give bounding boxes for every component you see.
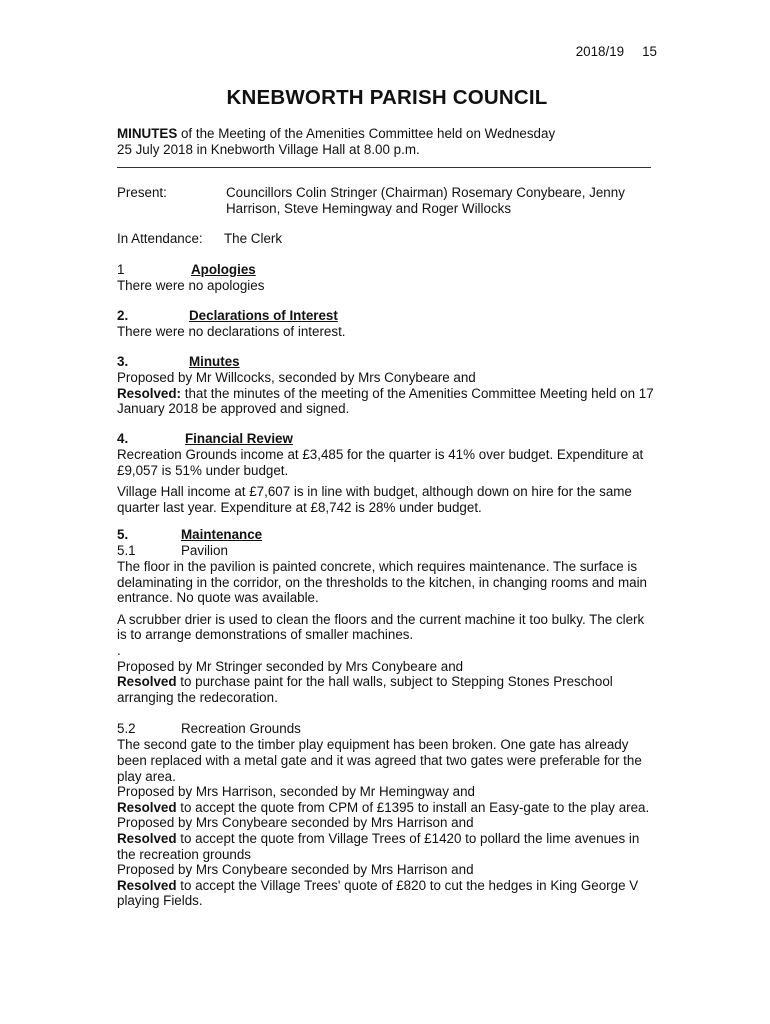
stray-dot: . bbox=[117, 642, 121, 658]
section-title: Minutes bbox=[189, 354, 240, 369]
resolved-label: Resolved: bbox=[117, 385, 181, 401]
resolution bbox=[117, 878, 657, 909]
section-maintenance bbox=[117, 527, 657, 909]
section-number: 3. bbox=[117, 354, 129, 369]
section-number: 1 bbox=[117, 262, 125, 277]
section-minutes bbox=[117, 354, 657, 417]
divider bbox=[117, 167, 651, 168]
resolution-text: that the minutes of the meeting of the Amenities Committee Meeting held on 17 January 2018 be approved and signed. bbox=[117, 385, 654, 417]
resolution-text: to accept the quote from Village Trees of £1420 to pollard the lime avenues in the recreation grounds bbox=[117, 830, 640, 862]
meeting-intro bbox=[117, 126, 657, 157]
resolved-label: Resolved bbox=[117, 799, 177, 815]
recreation-finance-text: Recreation Grounds income at £3,485 for the quarter is 41% over budget. Expenditure at £9,057 is 51% under budget. bbox=[117, 447, 644, 478]
resolved-label: Resolved bbox=[117, 674, 177, 690]
resolved-label: Resolved bbox=[117, 877, 177, 893]
section-number: 2. bbox=[117, 308, 129, 323]
section-number: 5. bbox=[117, 527, 129, 542]
resolution bbox=[117, 674, 657, 705]
minutes-label: MINUTES bbox=[117, 126, 178, 141]
proposal-line: Proposed by Mrs Harrison, seconded by Mr Hemingway and bbox=[117, 784, 475, 800]
subsection-pavilion bbox=[117, 543, 657, 559]
subsection-number: 5.1 bbox=[117, 543, 136, 558]
gate-text: The second gate to the timber play equipment has been broken. One gate has already been replaced with a metal gate and it was agreed that two gates were preferable for the play area. bbox=[117, 737, 642, 784]
section-financial-review bbox=[117, 431, 657, 515]
resolved-label: Resolved bbox=[117, 830, 177, 846]
pavilion-floor-text: The floor in the pavilion is painted concrete, which requires maintenance. The surface is delaminating in the corridor, on the thresholds to the kitchen, in changing rooms and main entrance. No quote was available. bbox=[117, 559, 647, 606]
page-header bbox=[117, 44, 657, 60]
scrubber-drier-text: A scrubber drier is used to clean the floors and the current machine it too bulky. The clerk is to arrange demonstrations of smaller machines. bbox=[117, 611, 645, 643]
subsection-recreation-grounds bbox=[117, 721, 657, 737]
section-text: There were no declarations of interest. bbox=[117, 324, 346, 339]
resolution-text: to accept the Village Trees' quote of £820 to cut the hedges in King George V playing Fields. bbox=[117, 877, 639, 909]
proposal-line: Proposed by Mr Willcocks, seconded by Mrs Conybeare and bbox=[117, 370, 476, 385]
proposal-line: Proposed by Mrs Conybeare seconded by Mrs Harrison and bbox=[117, 815, 474, 831]
present-label: Present: bbox=[117, 185, 167, 200]
resolution bbox=[117, 386, 657, 417]
attendance-label: In Attendance: bbox=[117, 231, 203, 246]
section-title: Apologies bbox=[191, 262, 256, 277]
subsection-number: 5.2 bbox=[117, 721, 136, 737]
financial-year: 2018/19 bbox=[575, 44, 625, 59]
subsection-title: Pavilion bbox=[181, 543, 228, 558]
present-value: Councillors Colin Stringer (Chairman) Rosemary Conybeare, Jenny Harrison, Steve Hemingway and Roger Willocks bbox=[226, 185, 625, 216]
resolution-text: to accept the quote from CPM of £1395 to install an Easy-gate to the play area. bbox=[176, 799, 650, 815]
page-title: KNEBWORTH PARISH COUNCIL bbox=[226, 86, 548, 109]
village-hall-finance-text: Village Hall income at £7,607 is in line with budget, although down on hire for the same quarter last year. Expenditure at £8,742 is 28% under budget. bbox=[117, 484, 632, 515]
section-declarations bbox=[117, 308, 657, 340]
resolution-text: to purchase paint for the hall walls, subject to Stepping Stones Preschool arranging the redecoration. bbox=[117, 674, 613, 705]
resolution bbox=[117, 831, 657, 862]
resolution bbox=[117, 800, 657, 816]
page-number: 15 bbox=[642, 44, 657, 59]
section-title: Financial Review bbox=[185, 431, 293, 446]
section-number: 4. bbox=[117, 431, 129, 446]
proposal-line: Proposed by Mrs Conybeare seconded by Mrs Harrison and bbox=[117, 862, 474, 878]
proposal-line: Proposed by Mr Stringer seconded by Mrs Conybeare and bbox=[117, 658, 464, 674]
section-title: Declarations of Interest bbox=[189, 308, 338, 323]
intro-line-1: of the Meeting of the Amenities Committee held on Wednesday bbox=[177, 126, 556, 141]
section-text: There were no apologies bbox=[117, 278, 265, 293]
section-title: Maintenance bbox=[181, 527, 263, 542]
attendance-value: The Clerk bbox=[224, 231, 283, 246]
section-apologies bbox=[117, 262, 657, 294]
subsection-title: Recreation Grounds bbox=[181, 721, 301, 737]
intro-line-2: 25 July 2018 in Knebworth Village Hall at 8.00 p.m. bbox=[117, 141, 420, 157]
